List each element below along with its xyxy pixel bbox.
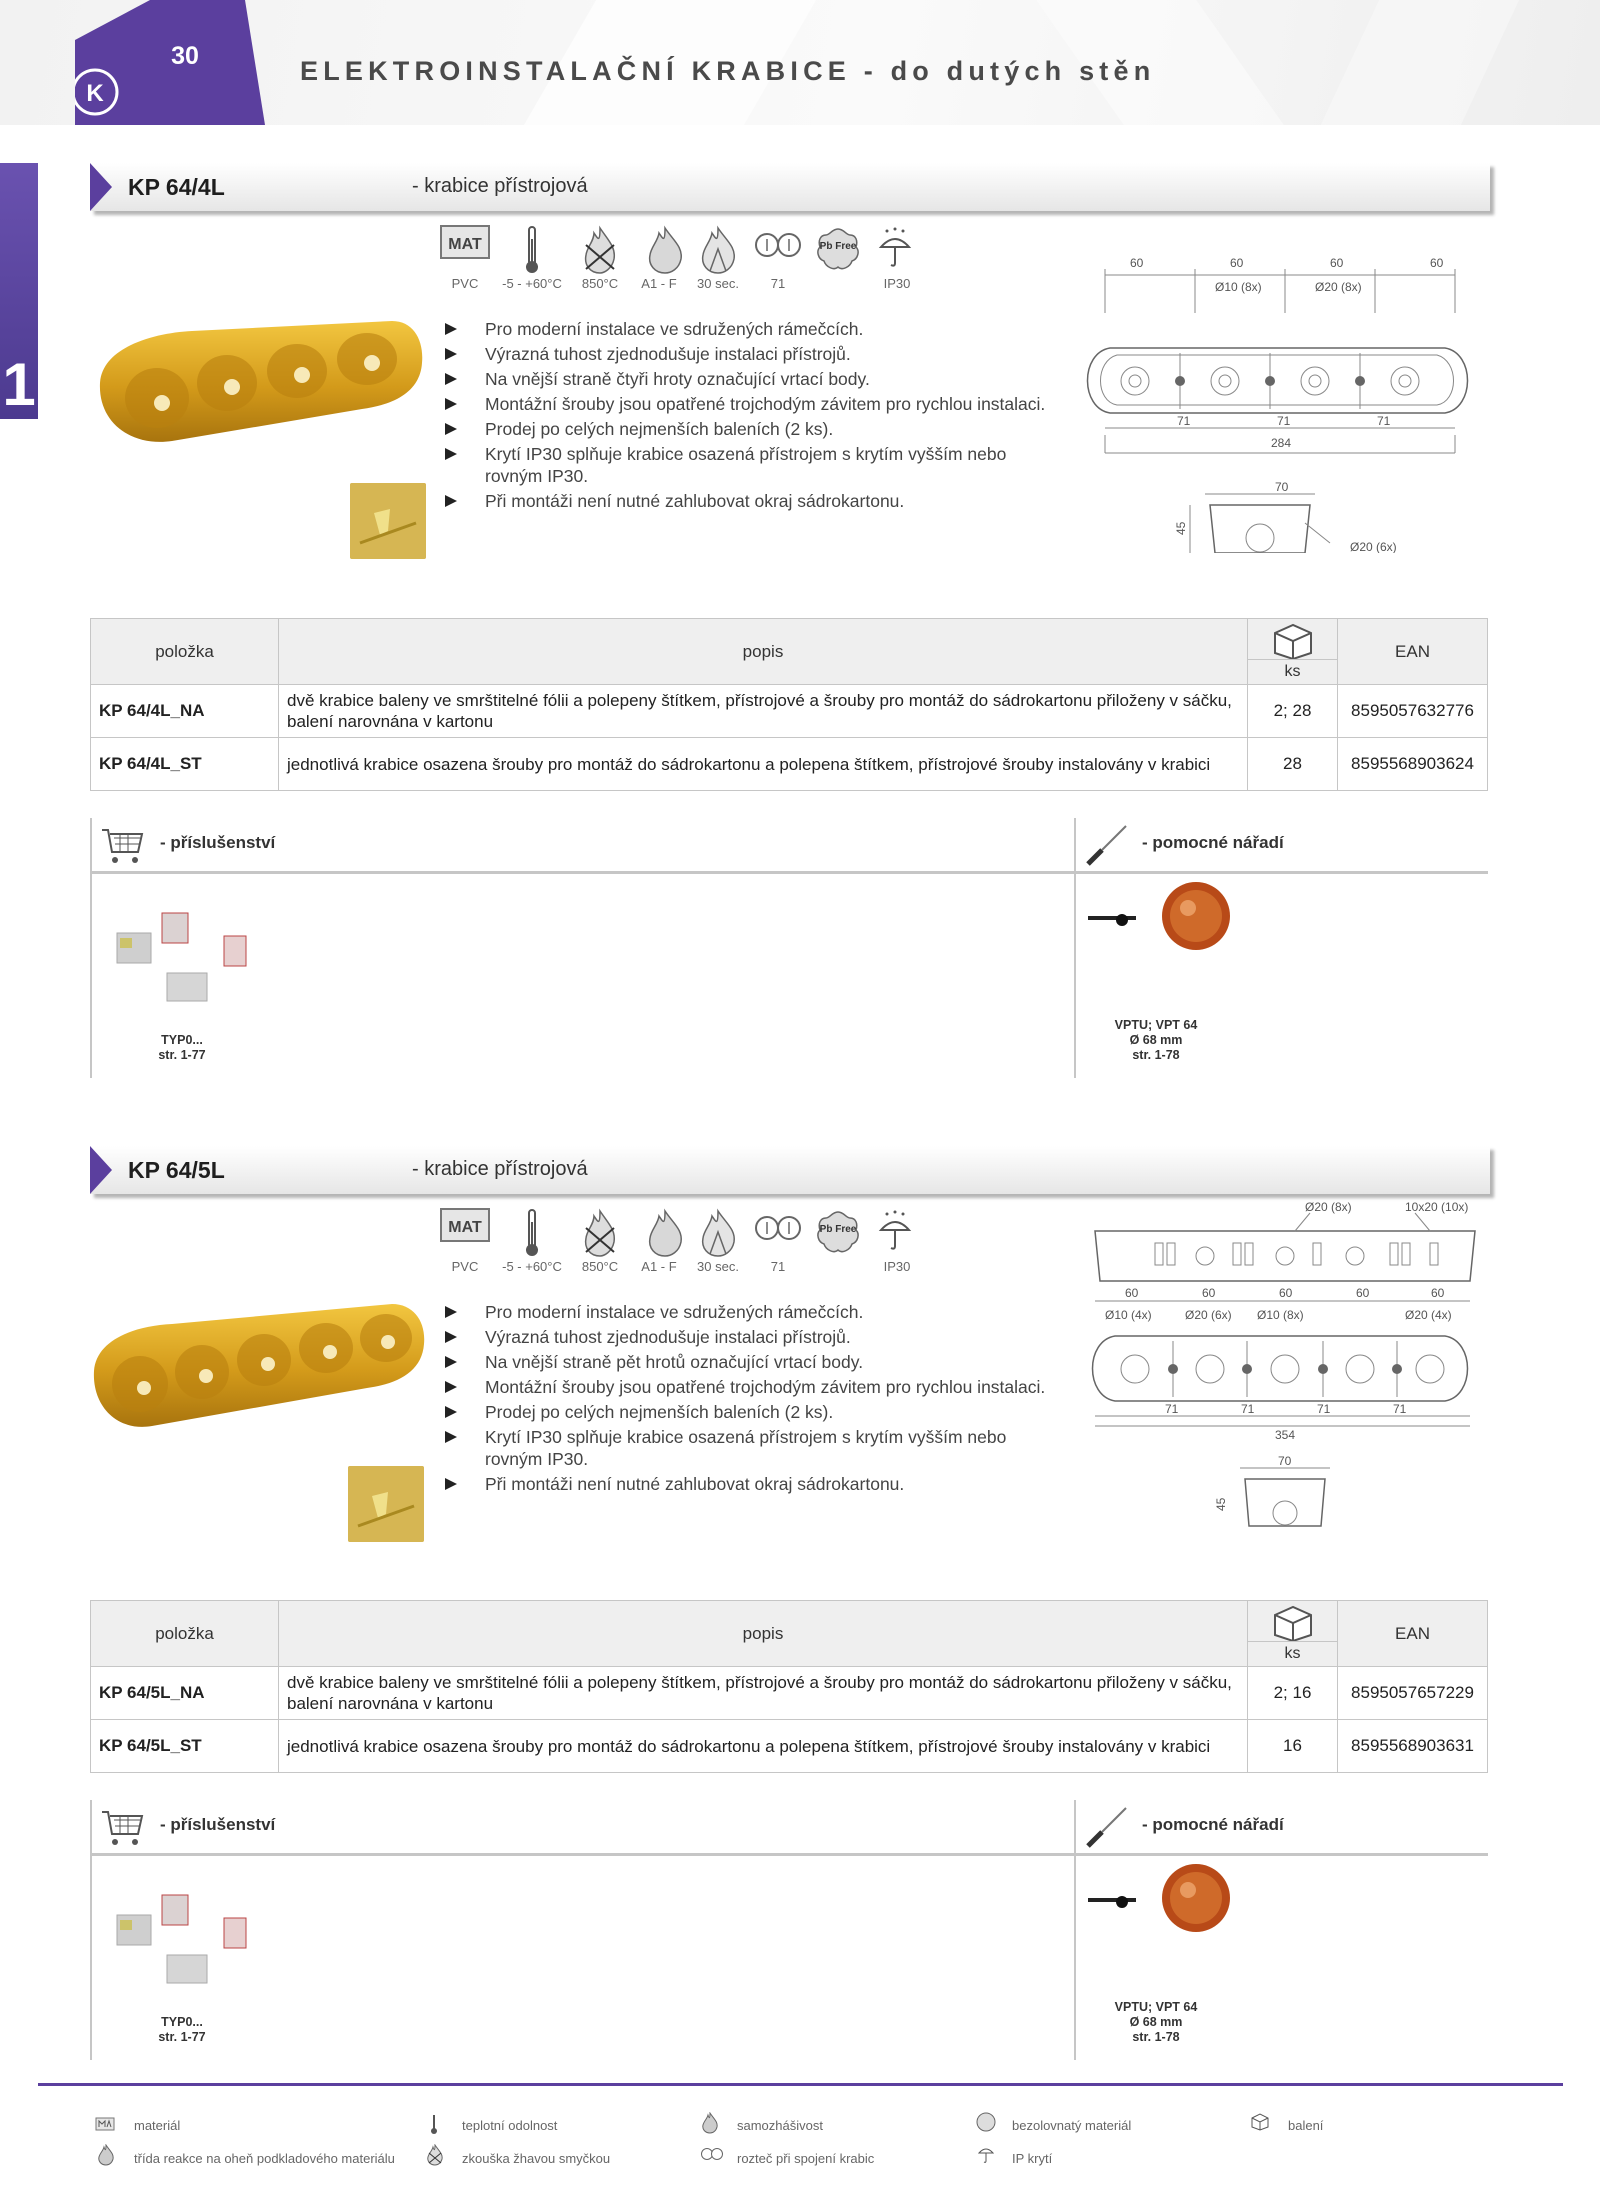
feature-item: [445, 1326, 1065, 1348]
tool-caption: [1096, 1018, 1216, 1063]
dim-label: 71: [1177, 414, 1191, 428]
icon-label: PVC: [451, 1259, 479, 1274]
caption-line: str. 1-77: [158, 2030, 206, 2044]
row-ks: 2; 16: [1248, 1667, 1338, 1720]
feature-list: [445, 318, 1065, 515]
row-desc: dvě krabice baleny ve smrštitelné fólii a polepeny štítkem, přístrojové a šrouby pro montáž do sádrokartonu přiloženy v sáčku, balení narovnána v kartonu: [279, 1667, 1248, 1720]
dim-label: 60: [1202, 1286, 1216, 1300]
package-icon: [1250, 2112, 1270, 2132]
legend-label: bezolovnatý materiál: [1012, 2118, 1132, 2133]
mat-icon: [430, 225, 500, 305]
mat-icon-text: MAT: [448, 1219, 482, 1236]
icon-label: 850°C: [581, 276, 619, 291]
bullet-icon: [445, 1406, 457, 1418]
accessories-title: - příslušenství: [160, 1815, 276, 1834]
table-header: [91, 1601, 1488, 1667]
header-facet: [1321, 0, 1519, 125]
detail-photo: [348, 1466, 424, 1542]
hole-label: Ø10 (4x): [1105, 1308, 1152, 1322]
front-label: 10x20 (10x): [1405, 1201, 1469, 1214]
header-desc: popis: [279, 1601, 1248, 1667]
front-label: Ø20 (8x): [1305, 1201, 1352, 1214]
icon-label: 71: [770, 1259, 786, 1274]
feature-text: Pro moderní instalace ve sdružených rámečcích.: [485, 319, 864, 339]
accessory-caption: [132, 2015, 232, 2045]
page-number: 30: [171, 42, 199, 70]
title-arrow: [90, 1146, 112, 1194]
table-header: [91, 619, 1488, 685]
hole-saw-photo: [1086, 1860, 1236, 1940]
feature-item: [445, 318, 1065, 340]
dim-label: 60: [1130, 256, 1144, 270]
icon-label: IP30: [883, 276, 911, 291]
dim-label: 71: [1317, 1402, 1331, 1416]
row-ks: 2; 28: [1248, 685, 1338, 738]
pb-free-text: Pb Free: [819, 241, 857, 252]
icon-label: -5 - +60°C: [502, 1259, 562, 1274]
feature-text: Na vnější straně čtyři hroty označující vrtací body.: [485, 369, 870, 389]
tools-panel: [1074, 1800, 1488, 2060]
divider: [92, 871, 1074, 874]
bullet-icon: [445, 1478, 457, 1490]
cart-icon: [100, 826, 144, 866]
table-row: [91, 1667, 1488, 1720]
legend-label: balení: [1288, 2118, 1324, 2133]
tools-panel: [1074, 818, 1488, 1078]
legend-label: teplotní odolnost: [462, 2118, 558, 2133]
legend-label: IP krytí: [1012, 2151, 1053, 2166]
table-row: [91, 738, 1488, 791]
package-icon: [1269, 621, 1317, 661]
feature-item: [445, 490, 1065, 512]
icon-label: A1 - F: [641, 276, 677, 291]
connector-photo: [112, 908, 252, 1008]
feature-text: Krytí IP30 splňuje krabice osazená přístrojem s krytím vyšším nebo rovným IP30.: [485, 1427, 1007, 1469]
side-label: Ø20 (6x): [1350, 540, 1397, 553]
table-row: [91, 1720, 1488, 1773]
mat-icon: [430, 1208, 500, 1288]
caption-line: Ø 68 mm: [1129, 1033, 1183, 1047]
feature-text: Prodej po celých nejmenších baleních (2 ks).: [485, 1402, 834, 1422]
dim-label: 71: [1277, 414, 1291, 428]
spec-table: [90, 618, 1488, 791]
accessories-panel: [90, 1800, 1074, 2060]
bullet-icon: [445, 348, 457, 360]
accessories-panel: [90, 818, 1074, 1078]
feature-item: [445, 368, 1065, 390]
tools-title: - pomocné nářadí: [1142, 1815, 1284, 1834]
bullet-icon: [445, 1431, 457, 1443]
feature-item: [445, 418, 1065, 440]
row-desc: dvě krabice baleny ve smrštitelné fólii a polepeny štítkem, přístrojové a šrouby pro montáž do sádrokartonu přiloženy v sáčku, balení narovnána v kartonu: [279, 685, 1248, 738]
product-type: - krabice přístrojová: [412, 175, 588, 197]
cart-icon: [100, 1808, 144, 1848]
divider: [1076, 871, 1488, 874]
dim-label: 71: [1241, 1402, 1255, 1416]
hole-label: Ø20 (6x): [1185, 1308, 1232, 1322]
bullet-icon: [445, 1356, 457, 1368]
legend-label: zkouška žhavou smyčkou: [462, 2151, 611, 2166]
header-ks-label: ks: [1248, 1641, 1337, 1663]
dim-label: 71: [1165, 1402, 1179, 1416]
thermometer-icon: [497, 1208, 567, 1288]
caption-line: VPTU; VPT 64: [1114, 2000, 1198, 2014]
row-desc: jednotlivá krabice osazena šrouby pro montáž do sádrokartonu a polepena štítkem, přístrojové šrouby instalovány v krabici: [279, 1720, 1248, 1773]
feature-text: Pro moderní instalace ve sdružených rámečcích.: [485, 1302, 864, 1322]
bullet-icon: [445, 398, 457, 410]
legend-label: materiál: [134, 2118, 181, 2133]
dim-label: 71: [1393, 1402, 1407, 1416]
feature-text: Montážní šrouby jsou opatřené trojchodým závitem pro rychlou instalaci.: [485, 1377, 1046, 1397]
caption-line: TYP0...: [161, 2015, 203, 2029]
accessory-caption: [132, 1033, 232, 1063]
ip-icon: [860, 225, 930, 305]
page-title: ELEKTROINSTALAČNÍ KRABICE - do dutých stěn: [300, 56, 1156, 86]
row-code: KP 64/4L_ST: [91, 738, 279, 791]
icon-label: -5 - +60°C: [502, 276, 562, 291]
header-ean: EAN: [1338, 619, 1488, 685]
package-icon: [1269, 1603, 1317, 1643]
glow-wire-icon: [565, 225, 635, 305]
icon-label: PVC: [451, 276, 479, 291]
side-width: 70: [1275, 480, 1289, 494]
dim-label: 60: [1356, 1286, 1370, 1300]
side-height: 45: [1214, 1497, 1228, 1511]
row-desc: jednotlivá krabice osazena šrouby pro montáž do sádrokartonu a polepena štítkem, přístrojové šrouby instalovány v krabici: [279, 738, 1248, 791]
caption-line: Ø 68 mm: [1129, 2015, 1183, 2029]
hole-label: Ø10 (8x): [1215, 280, 1262, 294]
row-code: KP 64/5L_ST: [91, 1720, 279, 1773]
header-item: položka: [91, 619, 279, 685]
pb-free-text: Pb Free: [819, 1224, 857, 1235]
icon-label: 71: [770, 276, 786, 291]
bullet-icon: [445, 1331, 457, 1343]
title-bar: [90, 163, 1490, 211]
chapter-number: 1: [2, 351, 36, 418]
row-code: KP 64/5L_NA: [91, 1667, 279, 1720]
dim-label: 60: [1230, 256, 1244, 270]
dim-label: 60: [1279, 1286, 1293, 1300]
ip-icon: [977, 2144, 995, 2164]
dim-label: 60: [1125, 1286, 1139, 1300]
row-ean: 8595057632776: [1338, 685, 1488, 738]
dim-label: 60: [1430, 256, 1444, 270]
connector-photo: [112, 1890, 252, 1990]
screwdriver-icon: [1082, 1804, 1130, 1852]
row-ks: 16: [1248, 1720, 1338, 1773]
technical-drawing: [1085, 1201, 1490, 1541]
hole-label: Ø20 (4x): [1405, 1308, 1452, 1322]
side-width: 70: [1278, 1454, 1292, 1468]
row-ean: 8595568903624: [1338, 738, 1488, 791]
caption-line: str. 1-78: [1132, 2030, 1180, 2044]
dim-label: 60: [1330, 256, 1344, 270]
legend-label: třída reakce na oheň podkladového materiálu: [134, 2151, 395, 2166]
feature-item: [445, 1426, 1065, 1470]
icon-label: A1 - F: [641, 1259, 677, 1274]
ip-icon: [860, 1208, 930, 1288]
tool-caption: [1096, 2000, 1216, 2045]
pb-free-icon: [975, 2111, 997, 2133]
bullet-icon: [445, 495, 457, 507]
footer-divider: [38, 2083, 1563, 2086]
total-dim: 354: [1275, 1428, 1296, 1442]
side-height: 45: [1174, 521, 1188, 535]
glow-wire-icon: [565, 1208, 635, 1288]
header-item: položka: [91, 1601, 279, 1667]
flame-icon: [97, 2144, 115, 2166]
caption-line: str. 1-78: [1132, 1048, 1180, 1062]
logo-letter: K: [86, 80, 104, 107]
thermometer-icon: [430, 2114, 438, 2134]
hole-label: Ø10 (8x): [1257, 1308, 1304, 1322]
feature-text: Při montáži není nutné zahlubovat okraj sádrokartonu.: [485, 491, 905, 511]
hole-saw-photo: [1086, 878, 1236, 958]
hole-label: Ø20 (8x): [1315, 280, 1362, 294]
screwdriver-icon: [1082, 822, 1130, 870]
bullet-icon: [445, 448, 457, 460]
bullet-icon: [445, 1381, 457, 1393]
header-ks-label: ks: [1248, 659, 1337, 681]
row-code: KP 64/4L_NA: [91, 685, 279, 738]
total-dim: 284: [1271, 436, 1292, 450]
tools-title: - pomocné nářadí: [1142, 833, 1284, 852]
product-photo: [92, 1296, 427, 1441]
row-ean: 8595057657229: [1338, 1667, 1488, 1720]
icon-label: 850°C: [581, 1259, 619, 1274]
feature-item: [445, 1301, 1065, 1323]
table-row: [91, 685, 1488, 738]
divider: [1076, 1853, 1488, 1856]
spacing-icon: [700, 2147, 724, 2161]
self-extinguish-icon: [700, 2112, 720, 2134]
spec-table: [90, 1600, 1488, 1773]
divider: [92, 1853, 1074, 1856]
glow-wire-icon: [425, 2144, 445, 2166]
dim-label: 60: [1431, 1286, 1445, 1300]
feature-item: [445, 343, 1065, 365]
feature-item: [445, 443, 1065, 487]
mat-icon: [95, 2117, 115, 2131]
caption-line: TYP0...: [161, 1033, 203, 1047]
caption-line: str. 1-77: [158, 1048, 206, 1062]
feature-text: Krytí IP30 splňuje krabice osazená přístrojem s krytím vyšším nebo rovným IP30.: [485, 444, 1007, 486]
product-photo: [92, 313, 427, 458]
bullet-icon: [445, 423, 457, 435]
header-ks: [1248, 1601, 1338, 1667]
title-arrow: [90, 163, 112, 211]
technical-drawing: [1075, 253, 1485, 553]
feature-item: [445, 393, 1065, 415]
product-code: KP 64/4L: [128, 174, 225, 200]
accessories-box: [90, 818, 1488, 1078]
header-ean: EAN: [1338, 1601, 1488, 1667]
icon-label: 30 sec.: [697, 276, 739, 291]
bullet-icon: [445, 1306, 457, 1318]
icon-label: 30 sec.: [697, 1259, 739, 1274]
row-ks: 28: [1248, 738, 1338, 791]
feature-text: Výrazná tuhost zjednodušuje instalaci přístrojů.: [485, 1327, 851, 1347]
product-code: KP 64/5L: [128, 1157, 225, 1183]
icon-label: IP30: [883, 1259, 911, 1274]
mat-icon-text: MAT: [448, 236, 482, 253]
legend-label: samozhášivost: [737, 2118, 823, 2133]
feature-item: [445, 1401, 1065, 1423]
caption-line: VPTU; VPT 64: [1114, 1018, 1198, 1032]
bullet-icon: [445, 373, 457, 385]
detail-photo: [350, 483, 426, 559]
header-ks: [1248, 619, 1338, 685]
bullet-icon: [445, 323, 457, 335]
thermometer-icon: [497, 225, 567, 305]
title-bar: [90, 1146, 1490, 1194]
feature-text: Výrazná tuhost zjednodušuje instalaci přístrojů.: [485, 344, 851, 364]
accessories-box: [90, 1800, 1488, 2060]
feature-text: Při montáži není nutné zahlubovat okraj sádrokartonu.: [485, 1474, 905, 1494]
header-desc: popis: [279, 619, 1248, 685]
row-ean: 8595568903631: [1338, 1720, 1488, 1773]
accessories-title: - příslušenství: [160, 833, 276, 852]
feature-item: [445, 1473, 1065, 1495]
legend-label: rozteč při spojení krabic: [737, 2151, 875, 2166]
feature-list: [445, 1301, 1065, 1498]
dim-label: 71: [1377, 414, 1391, 428]
feature-text: Montážní šrouby jsou opatřené trojchodým závitem pro rychlou instalaci.: [485, 394, 1046, 414]
feature-item: [445, 1351, 1065, 1373]
product-type: - krabice přístrojová: [412, 1158, 588, 1180]
feature-text: Na vnější straně pět hrotů označující vrtací body.: [485, 1352, 864, 1372]
feature-text: Prodej po celých nejmenších baleních (2 ks).: [485, 419, 834, 439]
feature-item: [445, 1376, 1065, 1398]
